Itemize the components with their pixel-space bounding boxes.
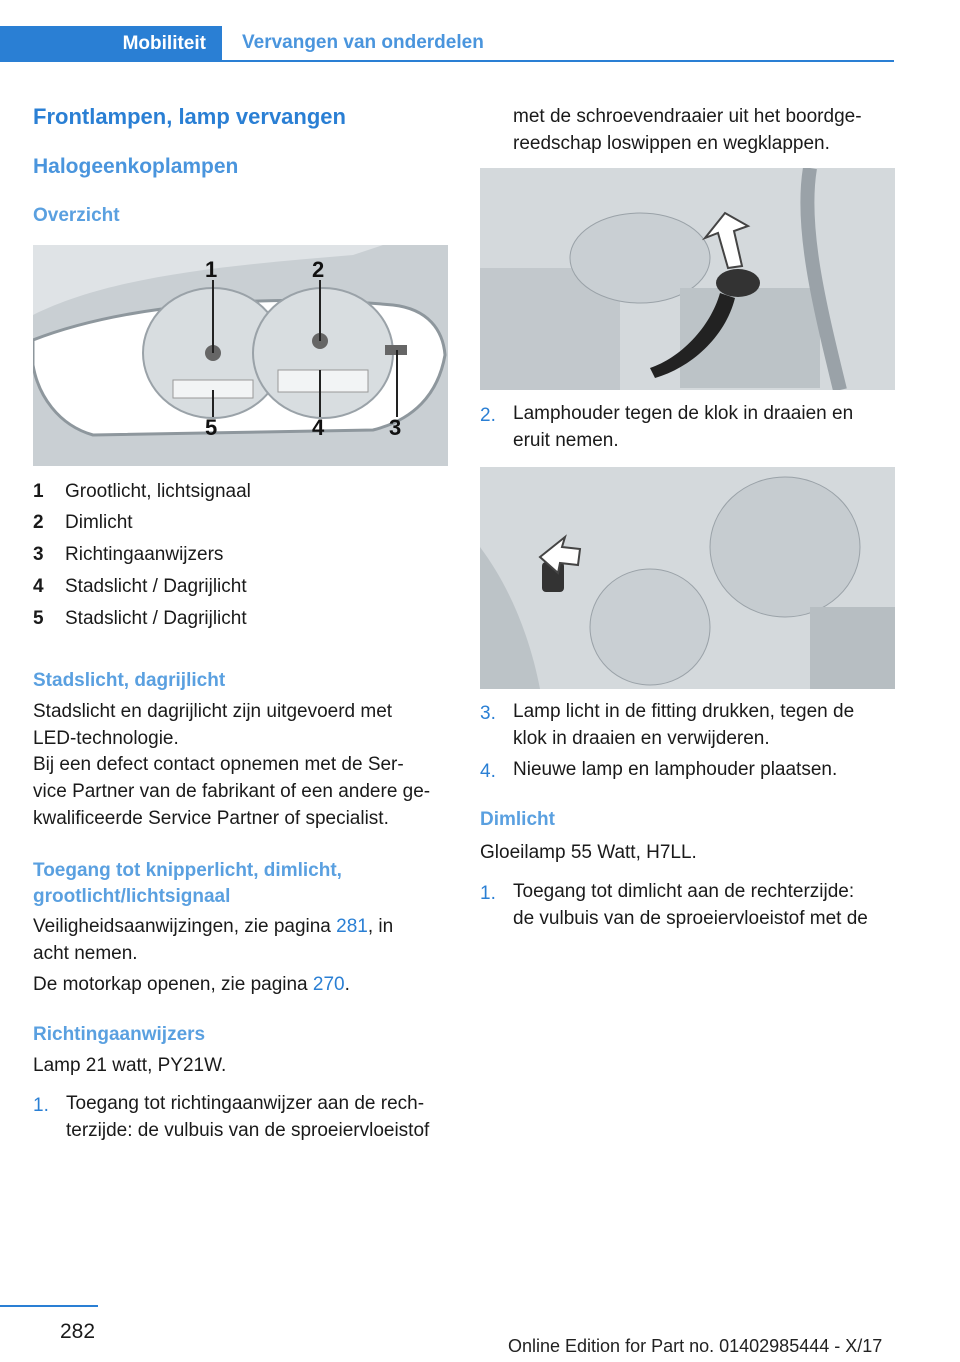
paragraph-line bbox=[33, 971, 350, 998]
paragraph-line: Bij een defect contact opnemen met de Ser- bbox=[33, 754, 404, 775]
paragraph-line: Lamp 21 watt, PY21W. bbox=[33, 1055, 227, 1076]
tab-mobiliteit[interactable]: Mobiliteit bbox=[0, 26, 222, 62]
legend-item bbox=[33, 576, 448, 602]
legend-text: Grootlicht, lichtsignaal bbox=[65, 481, 251, 502]
step-text: Lamp licht in de fitting drukken, tegen de bbox=[513, 701, 855, 722]
figure-label-4: 4 bbox=[312, 415, 325, 440]
paragraph-line: kwalificeerde Service Partner of specialist. bbox=[33, 808, 389, 829]
tab-vervangen-van-onderdelen[interactable]: Vervangen van onderdelen bbox=[222, 26, 894, 62]
legend-number: 1 bbox=[33, 481, 44, 502]
text: , in bbox=[367, 916, 394, 937]
legend-text: Stadslicht / Dagrijlicht bbox=[65, 576, 247, 597]
engine-drawing-1 bbox=[480, 168, 895, 390]
figure-label-5: 5 bbox=[205, 415, 218, 440]
step-text: Nieuwe lamp en lamphouder plaatsen. bbox=[513, 759, 838, 780]
heading-toegang: Toegang tot knipperlicht, dimlicht, bbox=[33, 860, 342, 881]
footer-rule bbox=[0, 1305, 98, 1307]
heading-richtingaanwijzers: Richtingaanwijzers bbox=[33, 1024, 206, 1045]
subsection-heading: Overzicht bbox=[33, 205, 120, 226]
page-link-270[interactable]: 270 bbox=[312, 974, 345, 995]
engine-drawing-2 bbox=[480, 467, 895, 689]
step-text: Lamphouder tegen de klok in draaien en bbox=[513, 403, 854, 424]
heading-dimlicht: Dimlicht bbox=[480, 809, 555, 830]
paragraph-line: acht nemen. bbox=[33, 943, 138, 964]
step-text: terzijde: de vulbuis van de sproeiervloeistof bbox=[66, 1120, 430, 1141]
heading-stadslicht: Stadslicht, dagrijlicht bbox=[33, 670, 226, 691]
headlamp-overview-image bbox=[33, 245, 448, 466]
step-text: eruit nemen. bbox=[513, 430, 619, 451]
legend-number: 4 bbox=[33, 576, 44, 597]
text: De motorkap openen, zie pagina bbox=[33, 974, 313, 995]
step-text: reedschap loswippen en wegklappen. bbox=[513, 133, 830, 154]
figure-label-2: 2 bbox=[312, 257, 325, 282]
step-text: klok in draaien en verwijderen. bbox=[513, 728, 770, 749]
heading-toegang-cont: grootlicht/lichtsignaal bbox=[33, 886, 231, 907]
section-heading: Halogeenkoplampen bbox=[33, 155, 239, 178]
legend-item bbox=[33, 481, 448, 507]
text: Veiligheidsaanwijzingen, zie pagina bbox=[33, 916, 337, 937]
paragraph-line: Gloeilamp 55 Watt, H7LL. bbox=[480, 842, 697, 863]
legend-item bbox=[33, 608, 448, 634]
legend-item bbox=[33, 512, 448, 538]
page-title: Frontlampen, lamp vervangen bbox=[33, 104, 346, 129]
step-number: 1. bbox=[480, 883, 496, 904]
step-number: 1. bbox=[33, 1095, 49, 1116]
legend-text: Stadslicht / Dagrijlicht bbox=[65, 608, 247, 629]
figure-label-1: 1 bbox=[205, 257, 218, 282]
headlamp-drawing bbox=[33, 245, 448, 466]
step-text: Toegang tot dimlicht aan de rechterzijde: bbox=[513, 881, 855, 902]
paragraph-line bbox=[33, 913, 393, 940]
edition-note: Online Edition for Part no. 01402985444 - X/17 bbox=[508, 1336, 883, 1356]
legend-number: 3 bbox=[33, 544, 44, 565]
step-text: met de schroevendraaier uit het boordge- bbox=[513, 106, 862, 127]
step-number: 4. bbox=[480, 761, 496, 782]
legend-item bbox=[33, 544, 448, 570]
legend-text: Richtingaanwijzers bbox=[65, 544, 224, 565]
step-text: de vulbuis van de sproeiervloeistof met de bbox=[513, 908, 868, 929]
step-number: 3. bbox=[480, 703, 496, 724]
legend-number: 2 bbox=[33, 512, 44, 533]
engine-bay-image-1 bbox=[480, 168, 895, 390]
paragraph-line: LED-technologie. bbox=[33, 728, 179, 749]
legend-number: 5 bbox=[33, 608, 44, 629]
header-tabs bbox=[0, 26, 960, 62]
text: . bbox=[344, 974, 350, 995]
legend-text: Dimlicht bbox=[65, 512, 133, 533]
figure-label-3: 3 bbox=[389, 415, 402, 440]
step-text: Toegang tot richtingaanwijzer aan de rech- bbox=[66, 1093, 425, 1114]
page-number: 282 bbox=[60, 1320, 96, 1343]
page-link-281[interactable]: 281 bbox=[336, 916, 368, 937]
paragraph-line: vice Partner van de fabrikant of een andere ge- bbox=[33, 781, 431, 802]
paragraph-line: Stadslicht en dagrijlicht zijn uitgevoerd met bbox=[33, 701, 393, 722]
engine-bay-image-2 bbox=[480, 467, 895, 689]
step-number: 2. bbox=[480, 405, 496, 426]
